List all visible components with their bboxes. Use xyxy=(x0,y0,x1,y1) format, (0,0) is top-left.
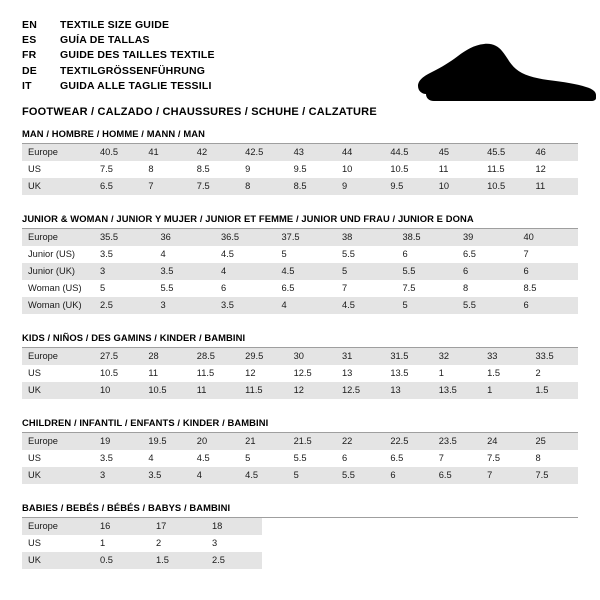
row-label: US xyxy=(22,535,94,552)
row-label: Europe xyxy=(22,144,94,161)
size-cell: 29.5 xyxy=(239,348,287,365)
language-code: DE xyxy=(22,64,37,77)
language-code: ES xyxy=(22,34,37,47)
table-row xyxy=(22,365,578,382)
size-group-title: KIDS / NIÑOS / DES GAMINS / KINDER / BAMBINI xyxy=(22,332,578,348)
language-code: IT xyxy=(22,79,32,92)
size-cell: 31 xyxy=(336,348,384,365)
size-cell: 6.5 xyxy=(94,178,142,195)
size-cell: 3.5 xyxy=(142,467,190,484)
row-label: Junior (US) xyxy=(22,246,94,263)
size-cell: 7 xyxy=(518,246,579,263)
row-label: Europe xyxy=(22,518,94,535)
size-cell: 5 xyxy=(288,467,336,484)
size-cell: 10.5 xyxy=(384,161,432,178)
size-cell: 6.5 xyxy=(384,450,432,467)
size-cell: 6 xyxy=(457,263,518,280)
size-cell: 23.5 xyxy=(433,433,481,450)
size-cell: 43 xyxy=(288,144,336,161)
table-row xyxy=(22,144,578,161)
table-row xyxy=(22,229,578,246)
size-cell: 7.5 xyxy=(397,280,458,297)
language-row xyxy=(22,64,215,79)
size-cell: 44.5 xyxy=(384,144,432,161)
size-cell: 42 xyxy=(191,144,239,161)
size-cell: 11.5 xyxy=(239,382,287,399)
size-cell: 10 xyxy=(433,178,481,195)
size-cell: 1.5 xyxy=(481,365,529,382)
table-row xyxy=(22,263,578,280)
size-cell: 4 xyxy=(191,467,239,484)
language-row xyxy=(22,33,215,48)
size-cell: 5.5 xyxy=(397,263,458,280)
size-cell: 10.5 xyxy=(94,365,142,382)
size-cell: 22 xyxy=(336,433,384,450)
size-cell: 20 xyxy=(191,433,239,450)
size-cell: 42.5 xyxy=(239,144,287,161)
table-row xyxy=(22,450,578,467)
size-cell: 6.5 xyxy=(457,246,518,263)
size-cell: 11 xyxy=(191,382,239,399)
size-cell: 22.5 xyxy=(384,433,432,450)
size-cell: 6 xyxy=(518,297,579,314)
row-label: UK xyxy=(22,552,94,569)
size-cell: 5 xyxy=(239,450,287,467)
size-cell: 45.5 xyxy=(481,144,529,161)
size-cell: 5.5 xyxy=(457,297,518,314)
size-table xyxy=(22,348,578,399)
size-cell: 3.5 xyxy=(94,246,155,263)
size-cell: 7 xyxy=(336,280,397,297)
size-table xyxy=(22,518,262,569)
size-cell: 8 xyxy=(530,450,578,467)
size-cell: 12.5 xyxy=(336,382,384,399)
size-cell: 36.5 xyxy=(215,229,276,246)
size-cell: 28.5 xyxy=(191,348,239,365)
dress-shoe-icon xyxy=(414,38,599,108)
size-cell: 9.5 xyxy=(288,161,336,178)
language-row xyxy=(22,18,215,33)
size-cell: 44 xyxy=(336,144,384,161)
size-cell: 7.5 xyxy=(94,161,142,178)
language-title: TEXTILGRÖSSENFÜHRUNG xyxy=(60,64,206,77)
table-row xyxy=(22,246,578,263)
table-row xyxy=(22,161,578,178)
size-cell: 11 xyxy=(433,161,481,178)
language-title: GUIDE DES TAILLES TEXTILE xyxy=(60,49,215,62)
size-cell: 35.5 xyxy=(94,229,155,246)
language-title: GUÍA DE TALLAS xyxy=(60,34,150,47)
size-group-man xyxy=(22,128,578,195)
size-cell: 38 xyxy=(336,229,397,246)
row-label: Woman (US) xyxy=(22,280,94,297)
size-cell: 36 xyxy=(155,229,216,246)
size-cell: 8.5 xyxy=(288,178,336,195)
size-cell: 13 xyxy=(336,365,384,382)
size-cell: 6 xyxy=(215,280,276,297)
row-label: UK xyxy=(22,467,94,484)
size-cell: 10 xyxy=(336,161,384,178)
size-cell: 5 xyxy=(397,297,458,314)
footwear-section-title: FOOTWEAR / CALZADO / CHAUSSURES / SCHUHE / CALZATURE xyxy=(22,106,377,119)
size-cell: 2.5 xyxy=(94,297,155,314)
size-table xyxy=(22,144,578,195)
size-group-junior-woman xyxy=(22,213,578,314)
size-cell: 13.5 xyxy=(433,382,481,399)
size-cell: 6 xyxy=(384,467,432,484)
size-cell: 28 xyxy=(142,348,190,365)
table-row xyxy=(22,433,578,450)
row-label: Woman (UK) xyxy=(22,297,94,314)
size-cell: 3.5 xyxy=(215,297,276,314)
row-label: Europe xyxy=(22,229,94,246)
size-cell: 33.5 xyxy=(530,348,578,365)
size-cell: 19 xyxy=(94,433,142,450)
size-cell: 10.5 xyxy=(481,178,529,195)
size-cell: 5.5 xyxy=(336,246,397,263)
size-cell: 5.5 xyxy=(336,467,384,484)
size-cell: 4.5 xyxy=(191,450,239,467)
row-label: US xyxy=(22,365,94,382)
table-row xyxy=(22,178,578,195)
size-cell: 1 xyxy=(481,382,529,399)
row-label: UK xyxy=(22,382,94,399)
size-cell: 9 xyxy=(239,161,287,178)
table-row xyxy=(22,382,578,399)
size-cell: 25 xyxy=(530,433,578,450)
size-cell: 18 xyxy=(206,518,262,535)
size-cell: 12.5 xyxy=(288,365,336,382)
size-cell: 8 xyxy=(457,280,518,297)
size-table xyxy=(22,229,578,314)
size-cell: 41 xyxy=(142,144,190,161)
size-group-babies xyxy=(22,502,578,569)
size-cell: 8.5 xyxy=(518,280,579,297)
size-cell: 5.5 xyxy=(288,450,336,467)
row-label: Europe xyxy=(22,348,94,365)
size-cell: 11.5 xyxy=(481,161,529,178)
size-cell: 1 xyxy=(433,365,481,382)
size-cell: 11 xyxy=(142,365,190,382)
size-cell: 37.5 xyxy=(276,229,337,246)
size-cell: 4 xyxy=(276,297,337,314)
size-cell: 46 xyxy=(530,144,578,161)
language-code: FR xyxy=(22,49,37,62)
size-cell: 17 xyxy=(150,518,206,535)
table-row xyxy=(22,552,262,569)
size-cell: 7.5 xyxy=(530,467,578,484)
size-cell: 12 xyxy=(288,382,336,399)
size-cell: 21 xyxy=(239,433,287,450)
size-cell: 3.5 xyxy=(94,450,142,467)
size-cell: 19.5 xyxy=(142,433,190,450)
size-cell: 6.5 xyxy=(276,280,337,297)
language-row xyxy=(22,48,215,63)
size-cell: 40.5 xyxy=(94,144,142,161)
size-cell: 16 xyxy=(94,518,150,535)
size-cell: 2 xyxy=(150,535,206,552)
size-cell: 6.5 xyxy=(433,467,481,484)
size-cell: 9.5 xyxy=(384,178,432,195)
size-cell: 4 xyxy=(155,246,216,263)
size-cell: 5.5 xyxy=(155,280,216,297)
size-cell: 4.5 xyxy=(276,263,337,280)
size-tables-container xyxy=(22,128,578,569)
language-title: GUIDA ALLE TAGLIE TESSILI xyxy=(60,79,212,92)
size-cell: 4 xyxy=(142,450,190,467)
size-cell: 3 xyxy=(155,297,216,314)
size-cell: 39 xyxy=(457,229,518,246)
size-group-kids xyxy=(22,332,578,399)
language-row xyxy=(22,79,215,94)
size-cell: 27.5 xyxy=(94,348,142,365)
size-cell: 3 xyxy=(94,467,142,484)
size-group-title: JUNIOR & WOMAN / JUNIOR Y MUJER / JUNIOR ET FEMME / JUNIOR UND FRAU / JUNIOR E DONA xyxy=(22,213,578,229)
table-row xyxy=(22,348,578,365)
size-cell: 11.5 xyxy=(191,365,239,382)
size-cell: 5 xyxy=(276,246,337,263)
language-code: EN xyxy=(22,19,37,31)
size-cell: 4 xyxy=(215,263,276,280)
row-label: UK xyxy=(22,178,94,195)
size-cell: 4.5 xyxy=(215,246,276,263)
size-cell: 12 xyxy=(239,365,287,382)
size-cell: 30 xyxy=(288,348,336,365)
row-label: US xyxy=(22,450,94,467)
row-label: US xyxy=(22,161,94,178)
size-cell: 2.5 xyxy=(206,552,262,569)
size-cell: 5 xyxy=(336,263,397,280)
table-row xyxy=(22,280,578,297)
size-cell: 8 xyxy=(239,178,287,195)
size-cell: 1.5 xyxy=(150,552,206,569)
row-label: Europe xyxy=(22,433,94,450)
size-cell: 6 xyxy=(518,263,579,280)
size-cell: 3.5 xyxy=(155,263,216,280)
size-cell: 1.5 xyxy=(530,382,578,399)
size-cell: 10.5 xyxy=(142,382,190,399)
size-cell: 0.5 xyxy=(94,552,150,569)
size-cell: 4.5 xyxy=(336,297,397,314)
size-cell: 45 xyxy=(433,144,481,161)
table-row xyxy=(22,518,262,535)
size-cell: 5 xyxy=(94,280,155,297)
table-row xyxy=(22,297,578,314)
size-table xyxy=(22,433,578,484)
size-cell: 38.5 xyxy=(397,229,458,246)
size-cell: 4.5 xyxy=(239,467,287,484)
size-cell: 13 xyxy=(384,382,432,399)
size-cell: 7.5 xyxy=(191,178,239,195)
size-cell: 3 xyxy=(206,535,262,552)
size-group-title: CHILDREN / INFANTIL / ENFANTS / KINDER / BAMBINI xyxy=(22,417,578,433)
size-cell: 9 xyxy=(336,178,384,195)
size-cell: 1 xyxy=(94,535,150,552)
size-cell: 24 xyxy=(481,433,529,450)
size-cell: 32 xyxy=(433,348,481,365)
table-row xyxy=(22,467,578,484)
document-header xyxy=(22,18,578,119)
size-cell: 2 xyxy=(530,365,578,382)
size-cell: 10 xyxy=(94,382,142,399)
size-group-title: BABIES / BEBÉS / BÉBÉS / BABYS / BAMBINI xyxy=(22,502,578,518)
language-title-list xyxy=(22,18,215,94)
size-cell: 13.5 xyxy=(384,365,432,382)
size-cell: 12 xyxy=(530,161,578,178)
size-cell: 21.5 xyxy=(288,433,336,450)
size-cell: 7 xyxy=(433,450,481,467)
size-cell: 3 xyxy=(94,263,155,280)
size-group-title: MAN / HOMBRE / HOMME / MANN / MAN xyxy=(22,128,578,144)
size-cell: 8 xyxy=(142,161,190,178)
size-cell: 7 xyxy=(142,178,190,195)
table-row xyxy=(22,535,262,552)
size-cell: 7 xyxy=(481,467,529,484)
size-cell: 31.5 xyxy=(384,348,432,365)
size-cell: 40 xyxy=(518,229,579,246)
size-cell: 6 xyxy=(397,246,458,263)
size-cell: 11 xyxy=(530,178,578,195)
row-label: Junior (UK) xyxy=(22,263,94,280)
size-cell: 33 xyxy=(481,348,529,365)
language-title: TEXTILE SIZE GUIDE xyxy=(60,19,170,31)
size-cell: 6 xyxy=(336,450,384,467)
size-cell: 7.5 xyxy=(481,450,529,467)
size-cell: 8.5 xyxy=(191,161,239,178)
size-group-children xyxy=(22,417,578,484)
